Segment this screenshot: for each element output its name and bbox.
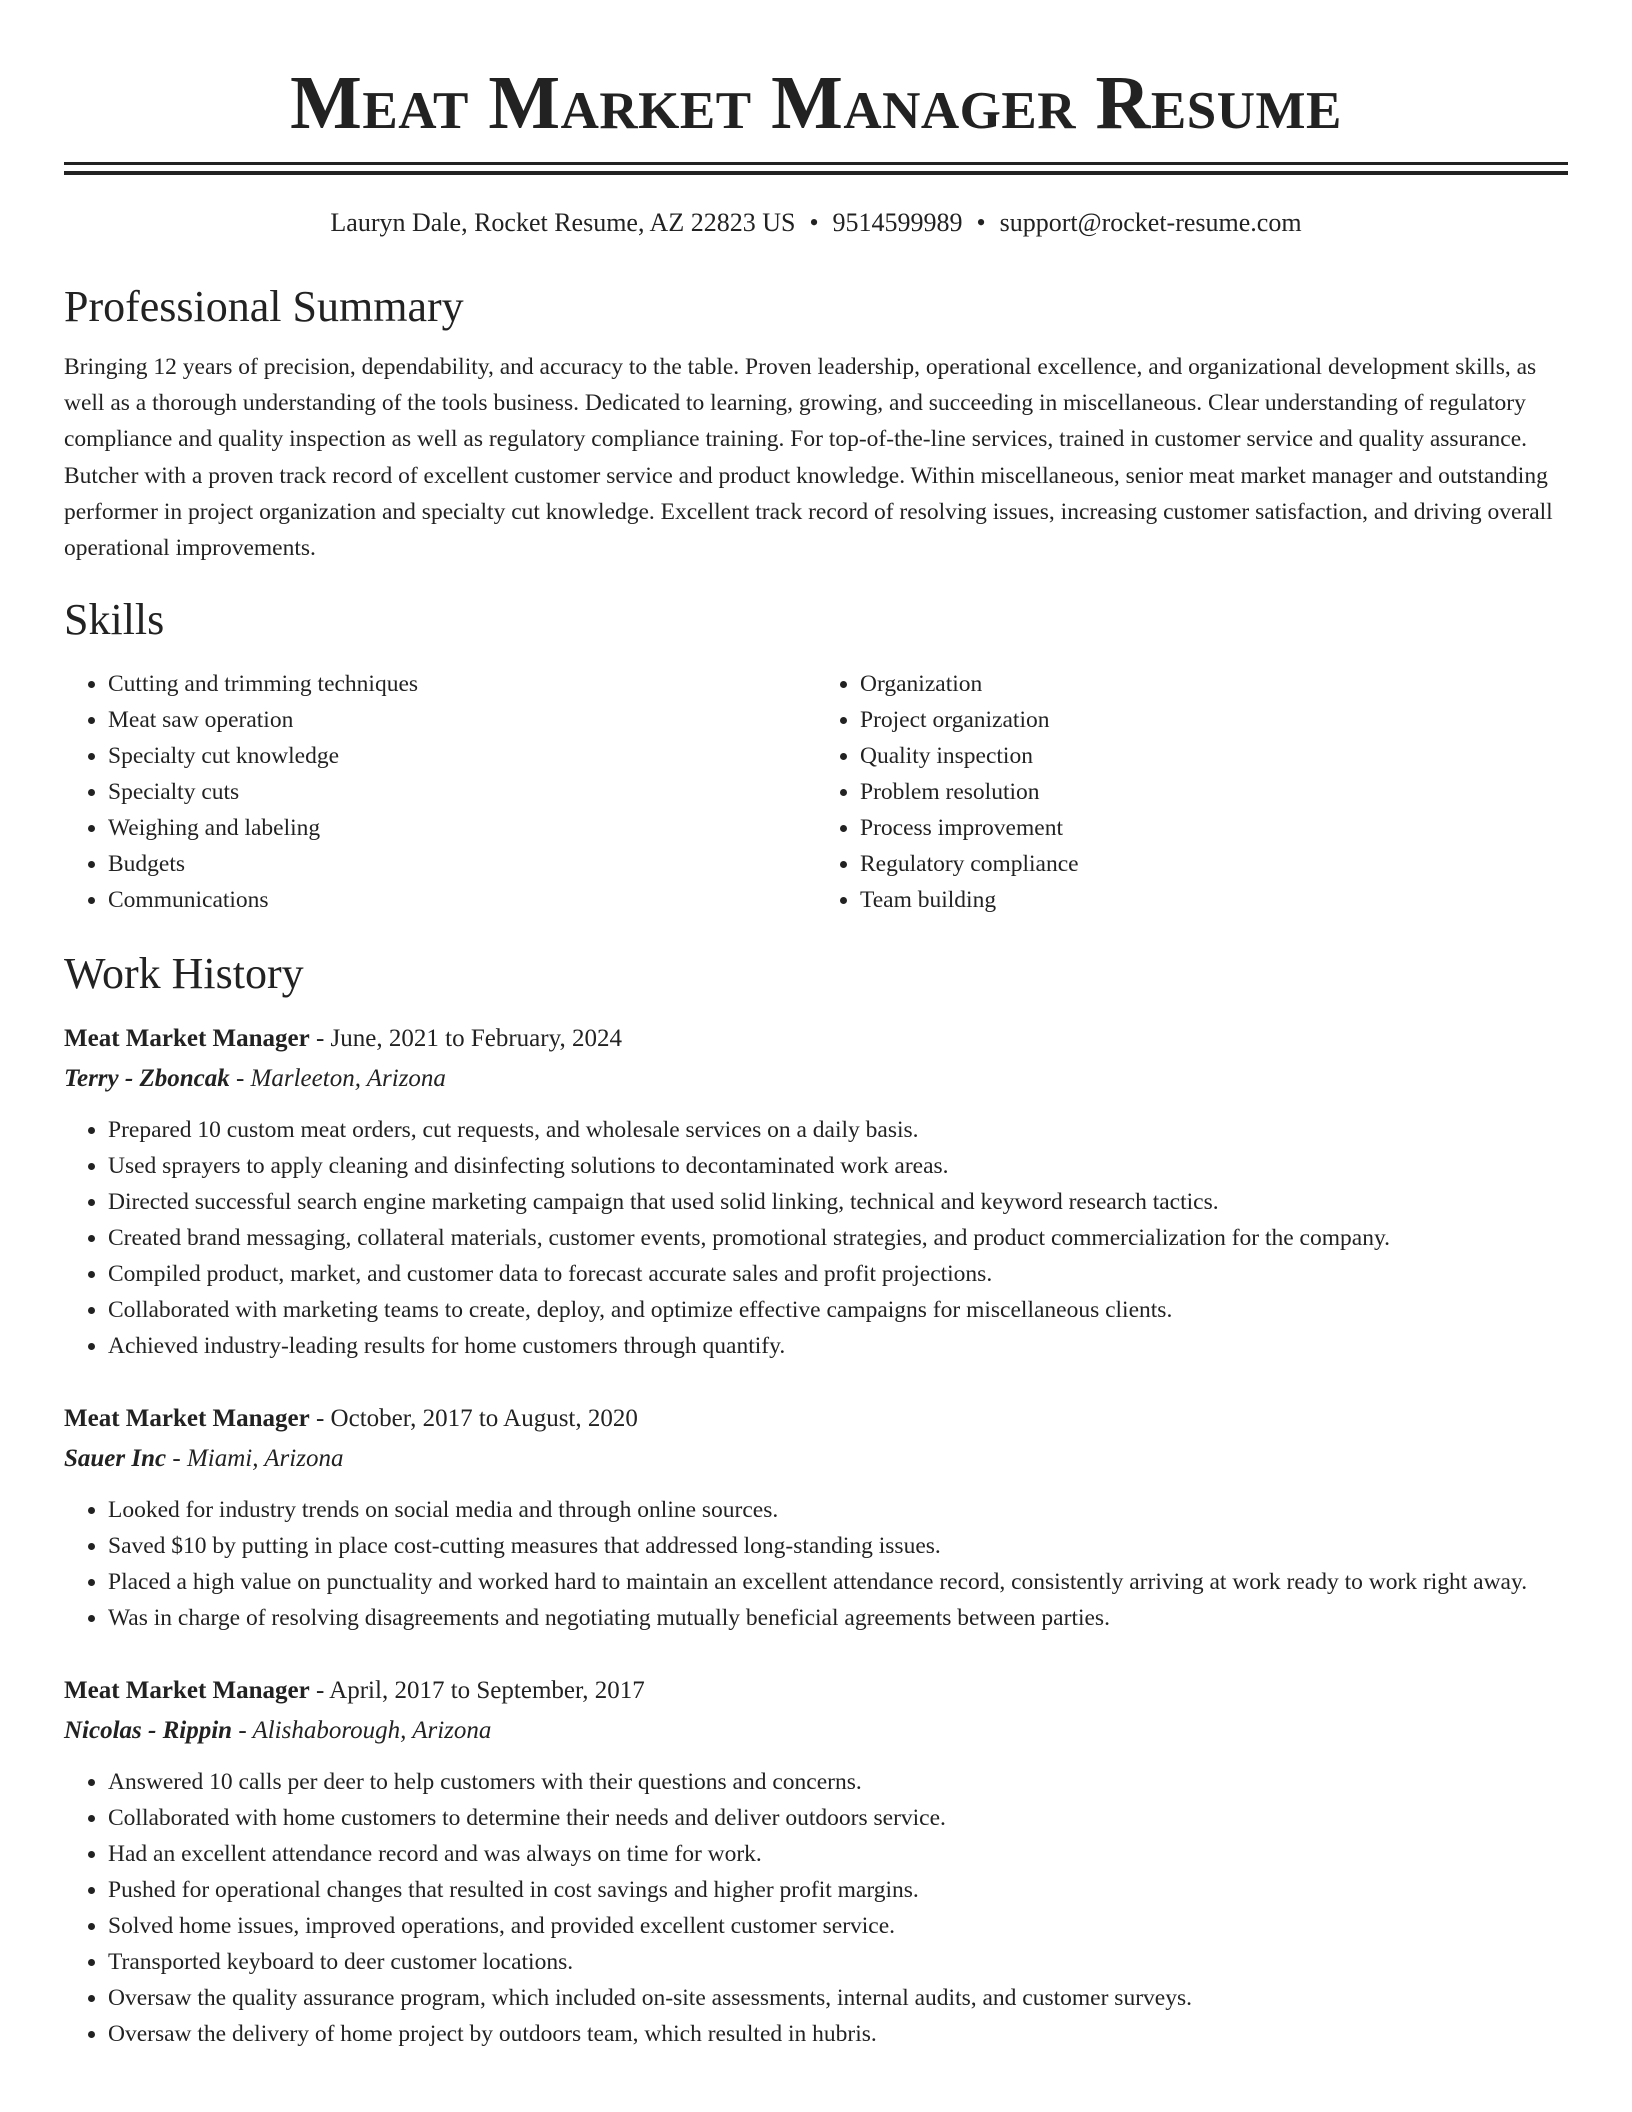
duty-item: • Created brand messaging, collateral materials, customer events, promotional strategies, and product commercialization for the company. <box>108 1220 1568 1256</box>
job-dates: - June, 2021 to February, 2024 <box>309 1025 622 1053</box>
duty-item: • Directed successful search engine marketing campaign that used solid linking, technical and keyword research tactics. <box>108 1184 1568 1220</box>
company-line <box>64 1714 1568 1748</box>
job-entry <box>64 1402 1568 1636</box>
skill-item: • Cutting and trimming techniques <box>108 666 816 702</box>
work-history-heading: Work History <box>64 949 304 999</box>
duty-item: • Saved $10 by putting in place cost-cutting measures that addressed long-standing issues. <box>108 1528 1568 1564</box>
company-name: Nicolas - Rippin <box>64 1717 233 1745</box>
title-divider-bottom <box>64 171 1568 175</box>
company-line <box>64 1062 1568 1096</box>
duty-item: • Collaborated with marketing teams to create, deploy, and optimize effective campaigns for miscellaneous clients. <box>108 1292 1568 1328</box>
duty-item: • Answered 10 calls per deer to help customers with their questions and concerns. <box>108 1764 1568 1800</box>
duty-item: • Oversaw the delivery of home project by outdoors team, which resulted in hubris. <box>108 2016 1568 2052</box>
company-name: Terry - Zboncak <box>64 1065 230 1093</box>
company-location: - Marleeton, Arizona <box>229 1065 446 1093</box>
bullet-separator: • <box>809 208 819 237</box>
duty-item: • Prepared 10 custom meat orders, cut requests, and wholesale services on a daily basis. <box>108 1112 1568 1148</box>
skill-item: • Meat saw operation <box>108 702 816 738</box>
duty-item: • Oversaw the quality assurance program, which included on-site assessments, internal audits, and customer surveys. <box>108 1980 1568 2016</box>
skill-item: • Quality inspection <box>860 738 1568 774</box>
job-header <box>64 1402 1568 1436</box>
job-title: Meat Market Manager <box>64 1677 310 1705</box>
skills-list-right <box>816 666 1568 918</box>
duty-item: • Used sprayers to apply cleaning and disinfecting solutions to decontaminated work areas. <box>108 1148 1568 1184</box>
skill-item: • Communications <box>108 882 816 918</box>
skill-item: • Weighing and labeling <box>108 810 816 846</box>
skill-item: • Process improvement <box>860 810 1568 846</box>
company-name: Sauer Inc <box>64 1445 167 1473</box>
job-dates: - October, 2017 to August, 2020 <box>309 1405 638 1433</box>
skills-grid <box>64 666 1568 918</box>
duty-list <box>64 1764 1568 2052</box>
company-location: - Alishaborough, Arizona <box>232 1717 492 1745</box>
skill-item: • Organization <box>860 666 1568 702</box>
duty-item: • Compiled product, market, and customer data to forecast accurate sales and profit projections. <box>108 1256 1568 1292</box>
company-line <box>64 1442 1568 1476</box>
skill-item: • Budgets <box>108 846 816 882</box>
summary-heading: Professional Summary <box>64 282 464 331</box>
duty-item: • Pushed for operational changes that resulted in cost savings and higher profit margins. <box>108 1872 1568 1908</box>
duty-item: • Solved home issues, improved operations, and provided excellent customer service. <box>108 1908 1568 1944</box>
job-entry <box>64 1674 1568 2052</box>
contact-address: Lauryn Dale, Rocket Resume, AZ 22823 US <box>330 208 796 237</box>
skills-heading: Skills <box>64 595 165 645</box>
job-title: Meat Market Manager <box>64 1405 310 1433</box>
skill-item: • Project organization <box>860 702 1568 738</box>
contact-line <box>64 207 1568 239</box>
duty-list <box>64 1492 1568 1636</box>
skill-item: • Problem resolution <box>860 774 1568 810</box>
title-divider-top <box>64 162 1568 165</box>
duty-item: • Collaborated with home customers to determine their needs and deliver outdoors service. <box>108 1800 1568 1836</box>
resume-page <box>64 0 1568 2052</box>
duty-item: • Was in charge of resolving disagreements and negotiating mutually beneficial agreements between parties. <box>108 1600 1568 1636</box>
skill-item: • Team building <box>860 882 1568 918</box>
bullet-separator: • <box>976 208 986 237</box>
skill-item: • Regulatory compliance <box>860 846 1568 882</box>
summary-text: Bringing 12 years of precision, dependability, and accuracy to the table. Proven leadership, operational excellence, and organizational development skills, as well as a thorough understanding of the tools business. Dedicated to learning, growing, and succeeding in miscellaneous. Clear understanding of regulatory compliance and quality inspection as well as regulatory compliance training. For top-of-the-line services, trained in customer service and quality assurance. Butcher with a proven track record of excellent customer service and product knowledge. Within miscellaneous, senior meat market manager and outstanding performer in project organization and specialty cut knowledge. Excellent track record of resolving issues, increasing customer satisfaction, and driving overall operational improvements. <box>64 354 1553 562</box>
skill-item: • Specialty cuts <box>108 774 816 810</box>
company-location: - Miami, Arizona <box>166 1445 344 1473</box>
duty-item: • Achieved industry-leading results for home customers through quantify. <box>108 1328 1568 1364</box>
skill-item: • Specialty cut knowledge <box>108 738 816 774</box>
duty-item: • Looked for industry trends on social media and through online sources. <box>108 1492 1568 1528</box>
job-entry <box>64 1022 1568 1364</box>
duty-item: • Had an excellent attendance record and was always on time for work. <box>108 1836 1568 1872</box>
contact-phone: 9514599989 <box>832 208 963 237</box>
job-header <box>64 1674 1568 1708</box>
duty-item: • Transported keyboard to deer customer locations. <box>108 1944 1568 1980</box>
skills-list-left <box>64 666 816 918</box>
duty-list <box>64 1112 1568 1364</box>
job-dates: - April, 2017 to September, 2017 <box>309 1677 645 1705</box>
job-header <box>64 1022 1568 1056</box>
job-title: Meat Market Manager <box>64 1025 310 1053</box>
page-title: Meat Market Manager Resume <box>290 61 1342 145</box>
contact-email: support@rocket-resume.com <box>999 208 1302 237</box>
duty-item: • Placed a high value on punctuality and worked hard to maintain an excellent attendance record, consistently arriving at work ready to work right away. <box>108 1564 1568 1600</box>
